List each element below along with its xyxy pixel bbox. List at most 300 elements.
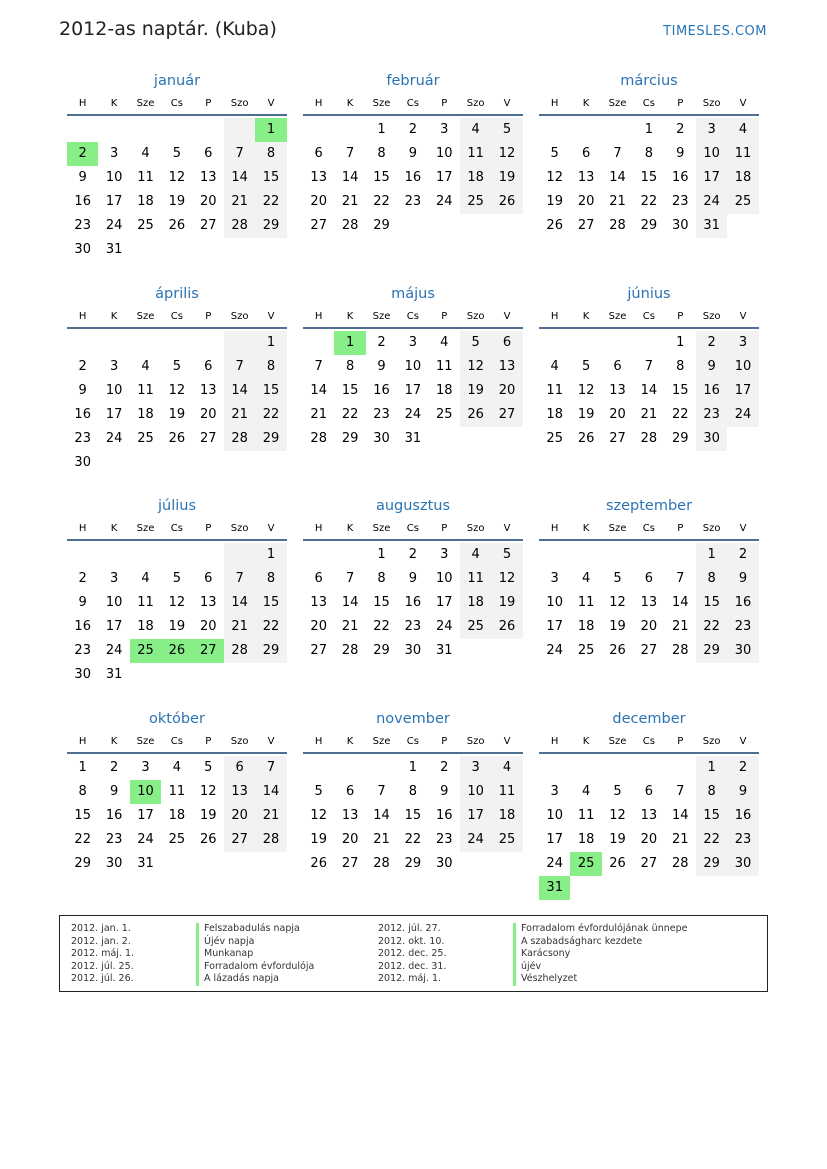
day-cell: 12 [609,808,626,823]
weekday-label: K [110,98,118,109]
month-grid [539,118,759,238]
day-cell: 10 [105,595,123,610]
weekday-label: H [78,98,87,109]
day-cell: 16 [435,808,453,823]
day-cell: 5 [550,146,559,161]
day-cell: 3 [440,122,449,137]
day-cell: 2 [727,756,758,780]
weekday-label: Sze [608,98,627,109]
day-cell: 23 [727,828,758,852]
day-cell: 20 [224,804,255,828]
weekday-label: K [346,98,354,109]
day-cell: 13 [577,170,595,185]
day-cell: 27 [577,218,595,233]
weekday-label: P [441,98,448,109]
empty-cell [334,543,365,567]
day-cell: 9 [408,146,417,161]
day-cell: 26 [609,856,626,871]
day-cell: 16 [105,808,123,823]
month-grid [67,756,287,876]
day-cell: 27 [310,643,327,658]
day-cell: 30 [404,643,422,658]
day-cell: 24 [727,403,758,427]
weekday-label: H [78,736,87,747]
day-cell: 4 [141,146,150,161]
weekday-label: K [110,736,118,747]
day-cell: 4 [581,571,591,586]
empty-cell [460,852,491,876]
empty-cell [161,852,192,876]
day-cell: 24 [546,856,563,871]
day-cell: 1 [255,543,286,567]
weekday-label: Szo [702,736,721,747]
month-name: július [157,498,197,514]
day-cell: 6 [613,359,622,374]
day-cell: 12 [546,170,563,185]
day-cell: 27 [640,856,658,871]
day-cell: 22 [640,194,658,209]
day-cell: 28 [640,431,658,446]
day-cell: 29 [404,856,422,871]
day-cell: 2 [377,335,386,350]
day-cell: 20 [341,832,359,847]
holiday-date: 2012. dec. 25. [378,948,447,959]
empty-cell [98,331,129,355]
weekday-label: V [267,736,275,747]
day-cell: 11 [577,808,595,823]
day-cell: 29 [255,214,286,238]
day-cell: 28 [224,427,255,451]
weekday-header [539,521,759,541]
day-cell: 14 [255,780,286,804]
empty-cell [224,238,255,262]
weekday-label: H [314,523,323,534]
month-11 [303,708,523,876]
weekday-label: K [582,98,590,109]
empty-cell [570,118,601,142]
day-cell: 31 [696,214,727,238]
day-cell: 14 [224,166,255,190]
empty-cell [334,756,365,780]
day-cell: 22 [255,403,286,427]
day-cell: 7 [345,146,355,161]
holiday-name: Felszabadulás napja [196,923,314,936]
day-cell: 7 [676,784,685,799]
day-cell: 23 [373,407,390,422]
day-cell: 20 [310,619,327,634]
day-cell: 25 [137,218,154,233]
weekday-label: K [110,523,118,534]
empty-cell [429,427,460,451]
day-cell: 27 [341,856,359,871]
day-cell: 30 [105,856,123,871]
day-cell: 8 [377,571,386,586]
month-grid [303,756,523,876]
empty-cell [602,876,633,900]
day-cell: 29 [255,639,286,663]
weekday-label: Sze [372,98,391,109]
day-cell: 25 [130,639,161,663]
day-cell: 15 [373,170,390,185]
day-cell: 5 [172,571,181,586]
day-cell: 7 [224,567,255,591]
day-cell: 6 [224,756,255,780]
weekday-label: P [677,523,684,534]
day-cell: 5 [581,359,591,374]
weekday-label: H [314,311,323,322]
weekday-label: H [550,736,559,747]
weekday-label: P [677,736,684,747]
day-cell: 16 [74,194,91,209]
holiday-date: 2012. jan. 2. [71,935,131,947]
day-cell: 1 [255,118,286,142]
empty-cell [161,331,192,355]
empty-cell [224,451,255,475]
empty-cell [633,876,664,900]
month-name: szeptember [605,498,693,514]
day-cell: 16 [404,595,422,610]
empty-cell [727,214,758,238]
weekday-label: H [550,523,559,534]
day-cell: 2 [408,122,417,137]
holiday-name: Vészhelyzet [513,973,687,986]
day-cell: 14 [310,383,327,398]
day-cell: 11 [168,784,186,799]
day-cell: 1 [676,335,685,350]
day-cell: 27 [199,431,217,446]
day-cell: 28 [341,218,359,233]
empty-cell [130,238,161,262]
weekday-label: Sze [372,311,391,322]
day-cell: 17 [105,619,123,634]
day-cell: 15 [74,808,91,823]
weekday-header [303,734,523,754]
day-cell: 17 [546,832,563,847]
day-cell: 17 [696,166,727,190]
empty-cell [161,543,192,567]
weekday-label: H [550,98,559,109]
day-cell: 16 [696,379,727,403]
day-cell: 18 [577,619,595,634]
day-cell: 15 [696,591,727,615]
day-cell: 21 [341,619,359,634]
day-cell: 27 [640,643,658,658]
day-cell: 11 [435,359,453,374]
day-cell: 17 [105,407,123,422]
day-cell: 24 [404,407,422,422]
day-cell: 21 [224,190,255,214]
day-cell: 24 [105,643,123,658]
day-cell: 12 [491,567,522,591]
holiday-name: A szabadságharc kezdete [513,936,687,949]
empty-cell [696,876,727,900]
day-cell: 22 [341,407,359,422]
day-cell: 25 [570,852,601,876]
day-cell: 5 [172,146,181,161]
weekday-label: K [346,523,354,534]
day-cell: 26 [609,643,626,658]
day-cell: 16 [74,619,91,634]
weekday-label: Sze [136,98,155,109]
day-cell: 23 [105,832,123,847]
day-cell: 13 [640,808,658,823]
day-cell: 27 [193,639,224,663]
empty-cell [570,543,601,567]
empty-cell [633,543,664,567]
day-cell: 20 [199,619,217,634]
empty-cell [397,214,428,238]
day-cell: 21 [609,194,626,209]
empty-cell [255,238,286,262]
weekday-label: Szo [702,523,721,534]
day-cell: 12 [491,142,522,166]
day-cell: 13 [341,808,359,823]
day-cell: 21 [341,194,359,209]
day-cell: 20 [199,407,217,422]
month-grid [303,118,523,238]
day-cell: 6 [204,359,213,374]
day-cell: 3 [727,331,758,355]
day-cell: 1 [696,756,727,780]
day-cell: 28 [341,643,359,658]
day-cell: 28 [224,214,255,238]
day-cell: 12 [460,355,491,379]
empty-cell [602,543,633,567]
day-cell: 10 [435,571,453,586]
empty-cell [193,118,224,142]
day-cell: 3 [696,118,727,142]
day-cell: 13 [640,595,658,610]
day-cell: 13 [609,383,626,398]
month-2 [303,70,523,238]
day-cell: 30 [696,427,727,451]
day-cell: 11 [491,780,522,804]
empty-cell [130,331,161,355]
weekday-label: Cs [642,736,655,747]
day-cell: 3 [109,359,119,374]
day-cell: 6 [581,146,591,161]
day-cell: 2 [109,760,119,775]
month-name: február [386,73,440,89]
day-cell: 14 [341,595,359,610]
day-cell: 4 [460,543,491,567]
day-cell: 18 [137,407,154,422]
empty-cell [224,331,255,355]
weekday-label: Cs [406,523,419,534]
day-cell: 6 [314,146,323,161]
day-cell: 3 [440,547,449,562]
day-cell: 2 [727,543,758,567]
day-cell: 2 [78,571,87,586]
empty-cell [602,118,633,142]
day-cell: 13 [199,383,217,398]
weekday-label: K [582,523,590,534]
day-cell: 13 [310,595,327,610]
day-cell: 28 [373,856,390,871]
month-name: április [155,286,199,302]
weekday-label: K [110,311,118,322]
weekday-label: Sze [608,736,627,747]
day-cell: 6 [644,784,653,799]
day-cell: 12 [168,595,186,610]
empty-cell [303,543,334,567]
weekday-label: K [346,311,354,322]
day-cell: 25 [435,407,453,422]
day-cell: 22 [373,194,390,209]
day-cell: 4 [727,118,758,142]
weekday-header [67,521,287,541]
weekday-label: V [739,98,747,109]
day-cell: 7 [644,359,653,374]
day-cell: 7 [377,784,386,799]
day-cell: 20 [199,194,217,209]
day-cell: 30 [727,639,758,663]
weekday-label: V [739,736,747,747]
day-cell: 28 [671,643,689,658]
day-cell: 18 [137,619,154,634]
day-cell: 8 [676,359,685,374]
empty-cell [491,639,522,663]
day-cell: 19 [609,832,626,847]
month-grid [67,331,287,475]
day-cell: 26 [491,190,522,214]
day-cell: 4 [141,359,150,374]
month-name: január [153,73,201,89]
day-cell: 25 [727,190,758,214]
empty-cell [255,852,286,876]
day-cell: 28 [671,856,689,871]
weekday-label: Sze [136,523,155,534]
weekday-label: Szo [466,523,485,534]
empty-cell [224,852,255,876]
weekday-label: V [503,311,511,322]
weekday-label: P [205,311,212,322]
day-cell: 22 [74,832,91,847]
day-cell: 21 [255,804,286,828]
day-cell: 21 [224,403,255,427]
day-cell: 12 [199,784,217,799]
day-cell: 12 [168,383,186,398]
day-cell: 22 [696,615,727,639]
day-cell: 17 [460,804,491,828]
day-cell: 17 [727,379,758,403]
day-cell: 30 [435,856,453,871]
day-cell: 9 [408,571,417,586]
empty-cell [633,331,664,355]
weekday-header [539,96,759,116]
weekday-header [67,734,287,754]
empty-cell [491,427,522,451]
weekday-label: V [503,98,511,109]
empty-cell [193,451,224,475]
empty-cell [570,876,601,900]
day-cell: 15 [696,804,727,828]
day-cell: 27 [199,218,217,233]
day-cell: 19 [199,808,217,823]
day-cell: 11 [137,595,154,610]
empty-cell [303,118,334,142]
day-cell: 30 [74,667,91,682]
day-cell: 8 [377,146,386,161]
day-cell: 18 [168,808,186,823]
day-cell: 10 [105,170,123,185]
day-cell: 11 [577,595,595,610]
month-name: június [627,286,671,302]
empty-cell [130,543,161,567]
day-cell: 8 [696,567,727,591]
day-cell: 24 [137,832,154,847]
weekday-label: Szo [466,736,485,747]
day-cell: 7 [224,142,255,166]
month-name: október [149,711,205,727]
weekday-label: H [78,523,87,534]
day-cell: 26 [310,856,327,871]
holiday-date: 2012. júl. 25. [71,960,134,972]
day-cell: 22 [373,619,390,634]
month-10 [67,708,287,876]
empty-cell [602,756,633,780]
empty-cell [491,852,522,876]
day-cell: 4 [491,756,522,780]
empty-cell [303,756,334,780]
weekday-label: P [441,736,448,747]
day-cell: 11 [137,170,154,185]
holiday-name: Munkanap [196,948,314,961]
day-cell: 6 [204,571,213,586]
day-cell: 7 [613,146,622,161]
month-9 [539,495,759,663]
day-cell: 3 [109,146,119,161]
day-cell: 9 [78,595,87,610]
day-cell: 2 [676,122,685,137]
day-cell: 13 [491,355,522,379]
weekday-label: P [677,98,684,109]
day-cell: 19 [168,194,186,209]
day-cell: 24 [105,218,123,233]
weekday-label: P [441,311,448,322]
weekday-label: P [441,523,448,534]
day-cell: 23 [435,832,453,847]
day-cell: 21 [373,832,390,847]
brand-logo-text[interactable]: TIMESLES.COM [663,24,767,39]
day-cell: 14 [224,591,255,615]
day-cell: 9 [696,355,727,379]
day-cell: 28 [224,639,255,663]
day-cell: 15 [404,808,422,823]
day-cell: 16 [727,591,758,615]
weekday-label: Cs [642,98,655,109]
day-cell: 11 [460,142,491,166]
day-cell: 16 [74,407,91,422]
empty-cell [334,118,365,142]
month-grid [539,331,759,451]
month-8 [303,495,523,663]
weekday-header [539,309,759,329]
day-cell: 19 [168,407,186,422]
weekday-label: Cs [170,311,183,322]
empty-cell [255,663,286,687]
day-cell: 29 [696,852,727,876]
day-cell: 21 [224,615,255,639]
day-cell: 24 [696,190,727,214]
day-cell: 24 [546,643,563,658]
weekday-label: Sze [372,736,391,747]
empty-cell [193,852,224,876]
day-cell: 14 [671,808,689,823]
day-cell: 18 [491,804,522,828]
empty-cell [303,331,334,355]
weekday-label: V [503,523,511,534]
